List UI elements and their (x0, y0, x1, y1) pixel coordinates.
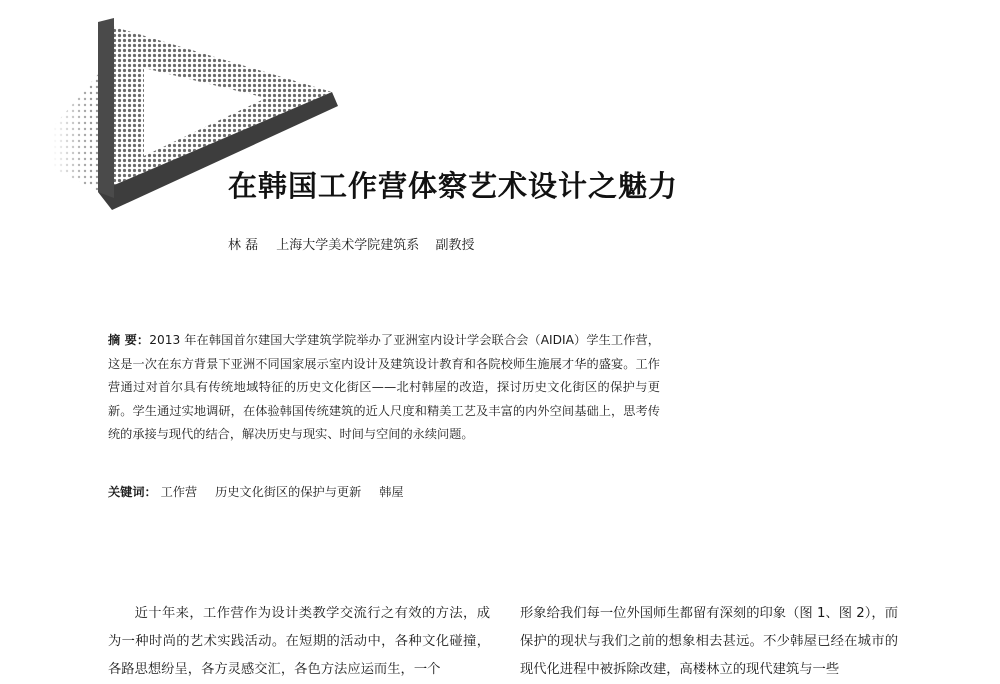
keywords (108, 482, 668, 502)
author-name: 林 磊 (228, 238, 259, 253)
article-title: 在韩国工作营体察艺术设计之魅力 (228, 169, 679, 203)
keyword-item: 工作营 (160, 485, 198, 499)
abstract-label: 摘 要： (108, 333, 150, 347)
abstract (108, 329, 660, 447)
abstract-text: 2013 年在韩国首尔建国大学建筑学院举办了亚洲室内设计学会联合会（AIDIA）学生工作营，这是一次在东方背景下亚洲不同国家展示室内设计及建筑设计教育和各院校师生施展才华的盛宴。工作营通过对首尔具有传统地域特征的历史文化街区——北村韩屋的改造，探讨历史文化街区的保护与更新。学生通过实地调研，在体验韩国传统建筑的近人尺度和精美工艺及丰富的内外空间基础上，思考传统的承接与现代的结合，解决历史与现实、时间与空间的永续问题。 (108, 333, 660, 442)
body-left-column: 近十年来，工作营作为设计类教学交流行之有效的方法，成为一种时尚的艺术实践活动。在短期的活动中，各种文化碰撞，各路思想纷呈，各方灵感交汇，各色方法应运而生，一个 (108, 606, 490, 677)
author-position: 副教授 (435, 238, 475, 253)
body-right-column: 形象给我们每一位外国师生都留有深刻的印象（图 1、图 2），而保护的现状与我们之前的想象相去甚远。不少韩屋已经在城市的现代化进程中被拆除改建，高楼林立的现代建筑与一些 (520, 606, 898, 677)
author-byline (228, 234, 474, 253)
keyword-item: 历史文化街区的保护与更新 (215, 485, 362, 499)
keyword-item: 韩屋 (379, 485, 404, 499)
author-affiliation: 上海大学美术学院建筑系 (276, 238, 420, 253)
keywords-label: 关键词： (108, 485, 157, 499)
